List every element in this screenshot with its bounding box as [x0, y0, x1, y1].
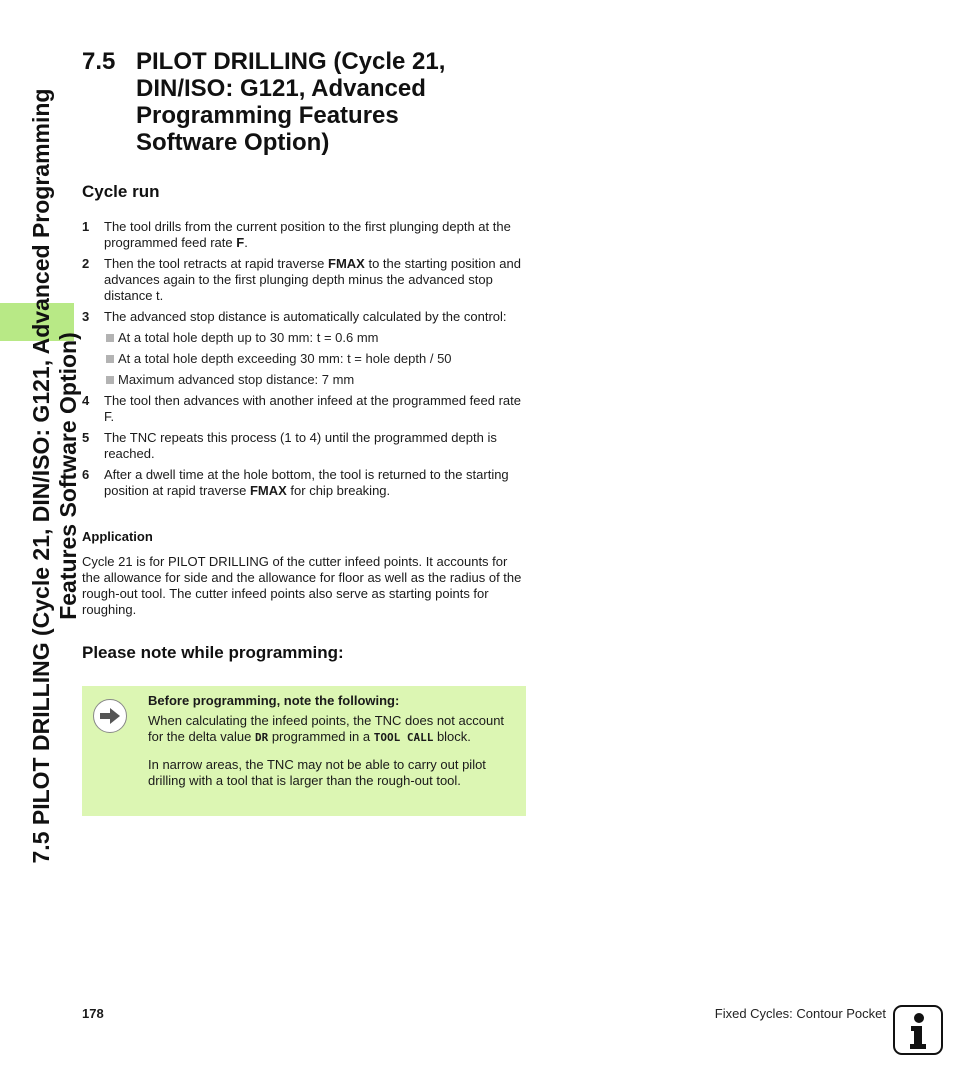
step-text: After a dwell time at the hole bottom, the tool is returned to the starting position at rapid traverse	[104, 467, 509, 498]
bullet-square-icon	[106, 376, 114, 384]
step-text: The TNC repeats this process (1 to 4) until the programmed depth is reached.	[104, 430, 497, 461]
note-heading: Before programming, note the following:	[148, 693, 400, 708]
code-dr: DR	[254, 731, 269, 744]
bullet-text: Maximum advanced stop distance: 7 mm	[118, 372, 355, 387]
note-paragraph-2: In narrow areas, the TNC may not be able to carry out pilot drilling with a tool that is larger than the rough-out tool.	[148, 757, 486, 788]
step-text: The tool then advances with another infeed at the programmed feed rate F.	[104, 393, 521, 424]
application-text: Cycle 21 is for PILOT DRILLING of the cutter infeed points. It accounts for the allowance for side and the allowance for floor as well as the radius of the rough-out tool. The cutter infeed points also serve as starting points for roughing.	[82, 554, 522, 617]
step-text-end: .	[244, 235, 248, 250]
cycle-run-heading: Cycle run	[82, 182, 160, 201]
programming-notes-heading: Please note while programming:	[82, 643, 344, 662]
bullet-text: At a total hole depth exceeding 30 mm: t = hole depth / 50	[118, 351, 452, 366]
step-text: The tool drills from the current position to the first plunging depth at the programmed feed rate	[104, 219, 511, 250]
code-tool-call: TOOL CALL	[373, 731, 434, 744]
step-text: Then the tool retracts at rapid traverse	[104, 256, 328, 271]
bullet-list	[104, 330, 527, 388]
step-keyword: FMAX	[249, 483, 287, 498]
info-icon	[893, 1005, 943, 1055]
step-item	[82, 256, 527, 304]
step-keyword: FMAX	[328, 256, 365, 271]
step-text: The advanced stop distance is automatically calculated by the control:	[104, 309, 507, 324]
bullet-item	[104, 330, 527, 346]
bullet-item	[104, 351, 527, 367]
page-title	[82, 48, 552, 156]
note-text: When calculating the infeed points, the TNC does not account for the delta value	[148, 713, 505, 744]
cycle-steps-list	[82, 219, 527, 504]
title-line-3: Programming Features	[136, 102, 399, 129]
bullet-item	[104, 372, 527, 388]
page-number: 178	[82, 1006, 104, 1021]
step-item	[82, 393, 527, 425]
step-keyword: F	[236, 235, 245, 250]
section-number: 7.5	[82, 48, 116, 75]
note-box	[82, 686, 526, 816]
bullet-square-icon	[106, 334, 114, 342]
step-number: 3	[82, 309, 90, 324]
title-line-2: DIN/ISO: G121, Advanced	[136, 75, 426, 102]
arrow-right-icon	[93, 699, 127, 733]
title-line-4: Software Option)	[136, 129, 330, 156]
step-number: 4	[82, 393, 90, 408]
note-paragraph-1	[148, 713, 518, 746]
chapter-name: Fixed Cycles: Contour Pocket	[714, 1006, 886, 1021]
step-item	[82, 309, 527, 388]
note-text: programmed in a	[268, 729, 374, 744]
title-line-1: PILOT DRILLING (Cycle 21,	[136, 48, 446, 75]
step-number: 1	[82, 219, 90, 234]
step-text-end: for chip breaking.	[286, 483, 391, 498]
application-heading: Application	[82, 529, 153, 544]
bullet-square-icon	[106, 355, 114, 363]
step-text-end: to the starting position and advances again to the first plunging depth minus the advanced stop distance t.	[104, 256, 521, 303]
step-number: 6	[82, 467, 90, 482]
note-text: block.	[433, 729, 471, 744]
step-number: 2	[82, 256, 90, 271]
sidebar-title-line-2: Features Software Option)	[55, 332, 81, 620]
step-number: 5	[82, 430, 90, 445]
bullet-text: At a total hole depth up to 30 mm: t = 0.6 mm	[118, 330, 379, 345]
step-item	[82, 430, 527, 462]
step-item	[82, 467, 527, 499]
step-item	[82, 219, 527, 251]
sidebar-title-line-1: 7.5 PILOT DRILLING (Cycle 21, DIN/ISO: G121, Advanced Programming	[28, 88, 54, 864]
